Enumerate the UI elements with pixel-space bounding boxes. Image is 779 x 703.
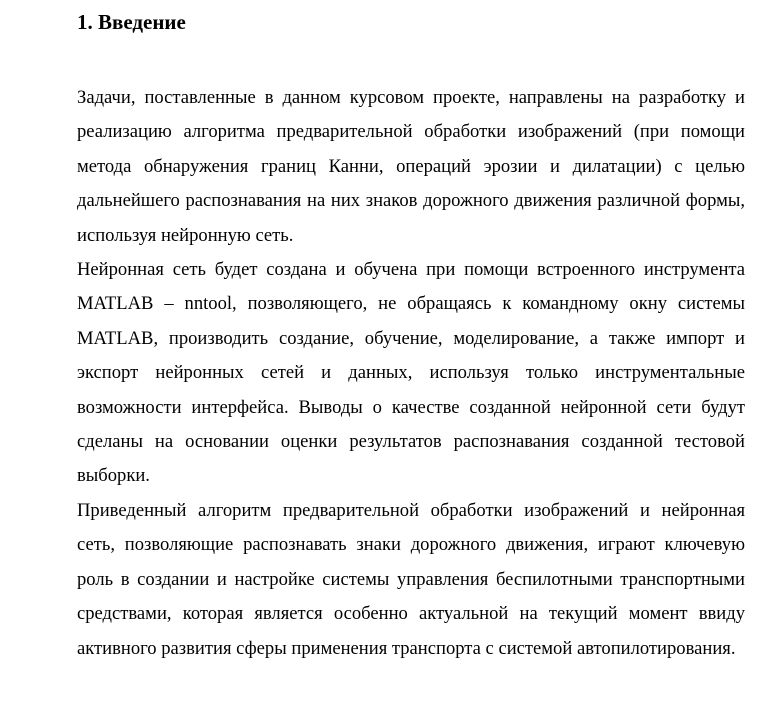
paragraph-neural-network: Нейронная сеть будет создана и обучена при помощи встроенного инструмента MATLAB – nntool, позволяющего, не обращаясь к командному окну системы MATLAB, производить создание, обучение, моделирование, а также импорт и экспорт нейронных сетей и данных, используя только инструментальные возможности интерфейса. Выводы о качестве созданной нейронной сети будут сделаны на основании оценки результатов распознавания созданной тестовой выборки.: [77, 259, 745, 487]
section-heading: 1. Введение: [77, 10, 186, 34]
paragraph-significance: Приведенный алгоритм предварительной обработки изображений и нейронная сеть, позволяющие распознавать знаки дорожного движения, играют ключевую роль в создании и настройке системы управления беспилотными транспортными средствами, которая является особенно актуальной на текущий момент ввиду активного развития сферы применения транспорта с системой автопилотирования.: [77, 499, 745, 659]
document-body: [77, 81, 745, 666]
paragraph-intro-tasks: Задачи, поставленные в данном курсовом проекте, направлены на разработку и реализацию алгоритма предварительной обработки изображений (при помощи метода обнаружения границ Канни, операций эрозии и дилатации) с целью дальнейшего распознавания на них знаков дорожного движения различной формы, используя нейронную сеть.: [77, 87, 745, 246]
